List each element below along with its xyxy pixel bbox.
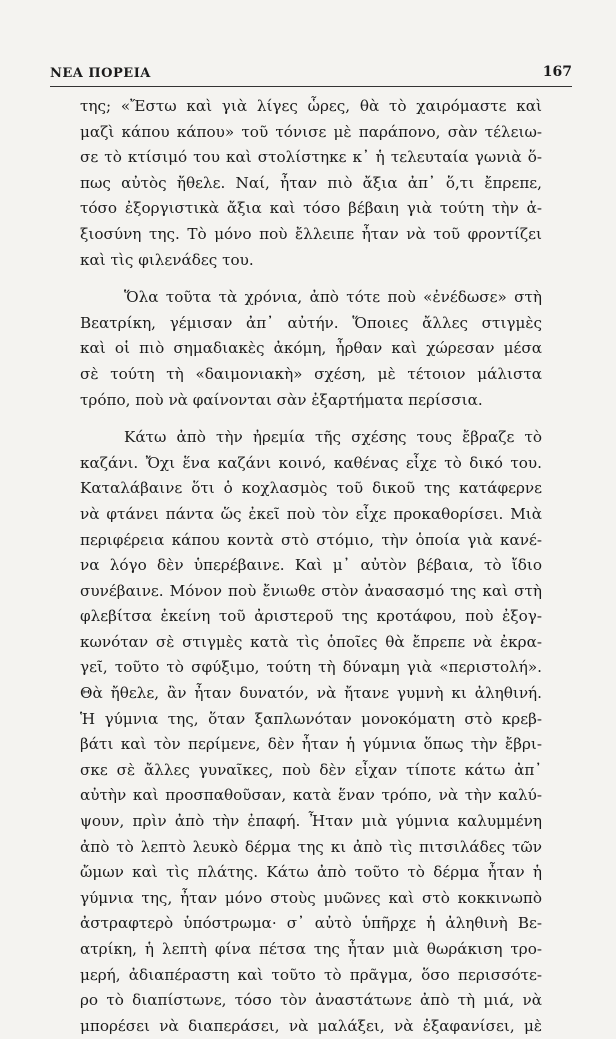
body-text: [80, 94, 542, 1039]
text-line: σε τὸ κτίσιμό του καὶ στολίστηκε κ᾽ ἡ τελευταία γωνιὰ ὅ-: [80, 148, 542, 167]
text-line: γεῖ, τοῦτο τὸ σφύξιμο, τούτη τὴ δύναμη γιὰ «περιστολή».: [80, 658, 542, 677]
paragraph: [80, 425, 542, 1039]
text-line: Ἡ γύμνια της, ὅταν ξαπλωνόταν μονοκόματη στὸ κρεβ-: [80, 709, 542, 728]
text-line: καζάνι. Ὄχι ἕνα καζάνι κοινό, καθένας εἶχε τὸ δικό του.: [80, 453, 542, 472]
text-line: συνέβαινε. Μόνον ποὺ ἔνιωθε στὸν ἀνασασμό της καὶ στὴ: [80, 581, 542, 600]
page-header: [50, 64, 572, 88]
paragraph-gap: [80, 413, 542, 425]
text-line: ὤμων καὶ τὶς πλάτης. Κάτω ἀπὸ τοῦτο τὸ δέρμα ἦταν ἡ: [80, 863, 542, 882]
text-line: βάτι καὶ τὸν περίμενε, δὲν ἦταν ἡ γύμνια ὅπως τὴν ἔβρι-: [80, 735, 542, 754]
text-line: τρόπο, ποὺ νὰ φαίνονται σὰν ἐξαρτήματα περίσσια.: [80, 390, 483, 409]
text-line: γύμνια της, ἦταν μόνο στοὺς μυῶνες καὶ στὸ κοκκινωπὸ: [80, 888, 542, 907]
running-head: ΝΕΑ ΠΟΡΕΙΑ: [50, 66, 151, 81]
text-line: νὰ φτάνει πάντα ὥς ἐκεῖ ποὺ τὸν εἶχε προκαθορίσει. Μιὰ: [80, 504, 542, 523]
text-line: σὲ τούτη τὴ «δαιμονιακὴ» σχέση, μὲ τέτοιον μάλιστα: [80, 364, 542, 383]
text-line: μπορέσει νὰ διαπεράσει, νὰ μαλάξει, νὰ ἐξαφανίσει, μὲ: [80, 1016, 542, 1035]
paragraph: [80, 94, 542, 273]
text-line: πως αὐτὸς ἤθελε. Ναί, ἦταν πιὸ ἄξια ἀπ᾽ ὅ,τι ἔπρεπε,: [80, 173, 542, 192]
text-line: ἀπὸ τὸ λεπτὸ λευκὸ δέρμα της κι ἀπὸ τὶς πιτσιλάδες τῶν: [80, 837, 542, 856]
text-line: μαζὶ κάπου κάπου» τοῦ τόνισε μὲ παράπονο, σὰν τέλειω-: [80, 122, 542, 141]
text-line: αὐτὴν καὶ προσπαθοῦσαν, κατὰ ἕναν τρόπο, νὰ τὴν καλύ-: [80, 786, 542, 805]
text-line: Ὅλα τοῦτα τὰ χρόνια, ἀπὸ τότε ποὺ «ἐνέδωσε» στὴ: [124, 288, 542, 307]
text-line: Βεατρίκη, γέμισαν ἀπ᾽ αὐτήν. Ὅποιες ἄλλες στιγμὲς: [80, 313, 542, 332]
paragraph: [80, 285, 542, 413]
text-line: να λόγο δὲν ὑπερέβαινε. Καὶ μ᾽ αὐτὸν βέβαια, τὸ ἴδιο: [80, 556, 542, 575]
text-line: Καταλάβαινε ὅτι ὁ κοχλασμὸς τοῦ δικοῦ της κατάφερνε: [80, 479, 542, 498]
text-line: μερή, ἀδιαπέραστη καὶ τοῦτο τὸ πρᾶγμα, ὅσο περισσότε-: [80, 965, 542, 984]
text-line: ἀστραφτερὸ ὑπόστρωμα· σ᾽ αὐτὸ ὑπῆρχε ἡ ἀληθινὴ Βε-: [80, 914, 542, 933]
text-line: περιφέρεια κάπου κοντὰ στὸ στόμιο, τὴν ὁποία γιὰ κανέ-: [80, 530, 542, 549]
text-line: ξιοσύνη της. Τὸ μόνο ποὺ ἔλλειπε ἦταν νὰ τοῦ φροντίζει: [80, 224, 542, 243]
text-line: σκε σὲ ἄλλες γυναῖκες, ποὺ δὲν εἶχαν τίποτε κάτω ἀπ᾽: [80, 760, 542, 779]
page-number: 167: [542, 64, 572, 80]
text-line: της; «Ἔστω καὶ γιὰ λίγες ὧρες, θὰ τὸ χαιρόμαστε καὶ: [80, 97, 542, 115]
text-line: Κάτω ἀπὸ τὴν ἠρεμία τῆς σχέσης τους ἔβραζε τὸ: [124, 428, 542, 447]
text-line: καὶ τὶς φιλενάδες του.: [80, 250, 254, 269]
paragraph-gap: [80, 273, 542, 285]
text-line: καὶ οἱ πιὸ σημαδιακὲς ἀκόμη, ἦρθαν καὶ χώρεσαν μέσα: [80, 339, 542, 358]
text-line: κωνόταν σὲ στιγμὲς κατὰ τὶς ὁποῖες θὰ ἔπρεπε νὰ ἐκρα-: [80, 632, 542, 651]
text-line: φλεβίτσα ἐκείνη τοῦ ἀριστεροῦ της κροτάφου, ποὺ ἐξογ-: [80, 607, 542, 626]
text-line: ρο τὸ διαπίστωνε, τόσο τὸν ἀναστάτωνε ἀπὸ τὴ μιά, νὰ: [80, 991, 542, 1010]
text-line: Θὰ ἤθελε, ἂν ἦταν δυνατόν, νὰ ἤτανε γυμνὴ κι ἀληθινή.: [80, 684, 542, 703]
text-line: ατρίκη, ἡ λεπτὴ φίνα πέτσα της ἦταν μιὰ θωράκιση τρο-: [80, 940, 542, 958]
header-rule: [50, 86, 572, 87]
text-line: ψουν, πρὶν ἀπὸ τὴν ἐπαφή. Ἦταν μιὰ γύμνια καλυμμένη: [80, 812, 542, 831]
text-line: τόσο ἐξοργιστικὰ ἄξια καὶ τόσο βέβαιη γιὰ τούτη τὴν ἀ-: [80, 199, 542, 218]
